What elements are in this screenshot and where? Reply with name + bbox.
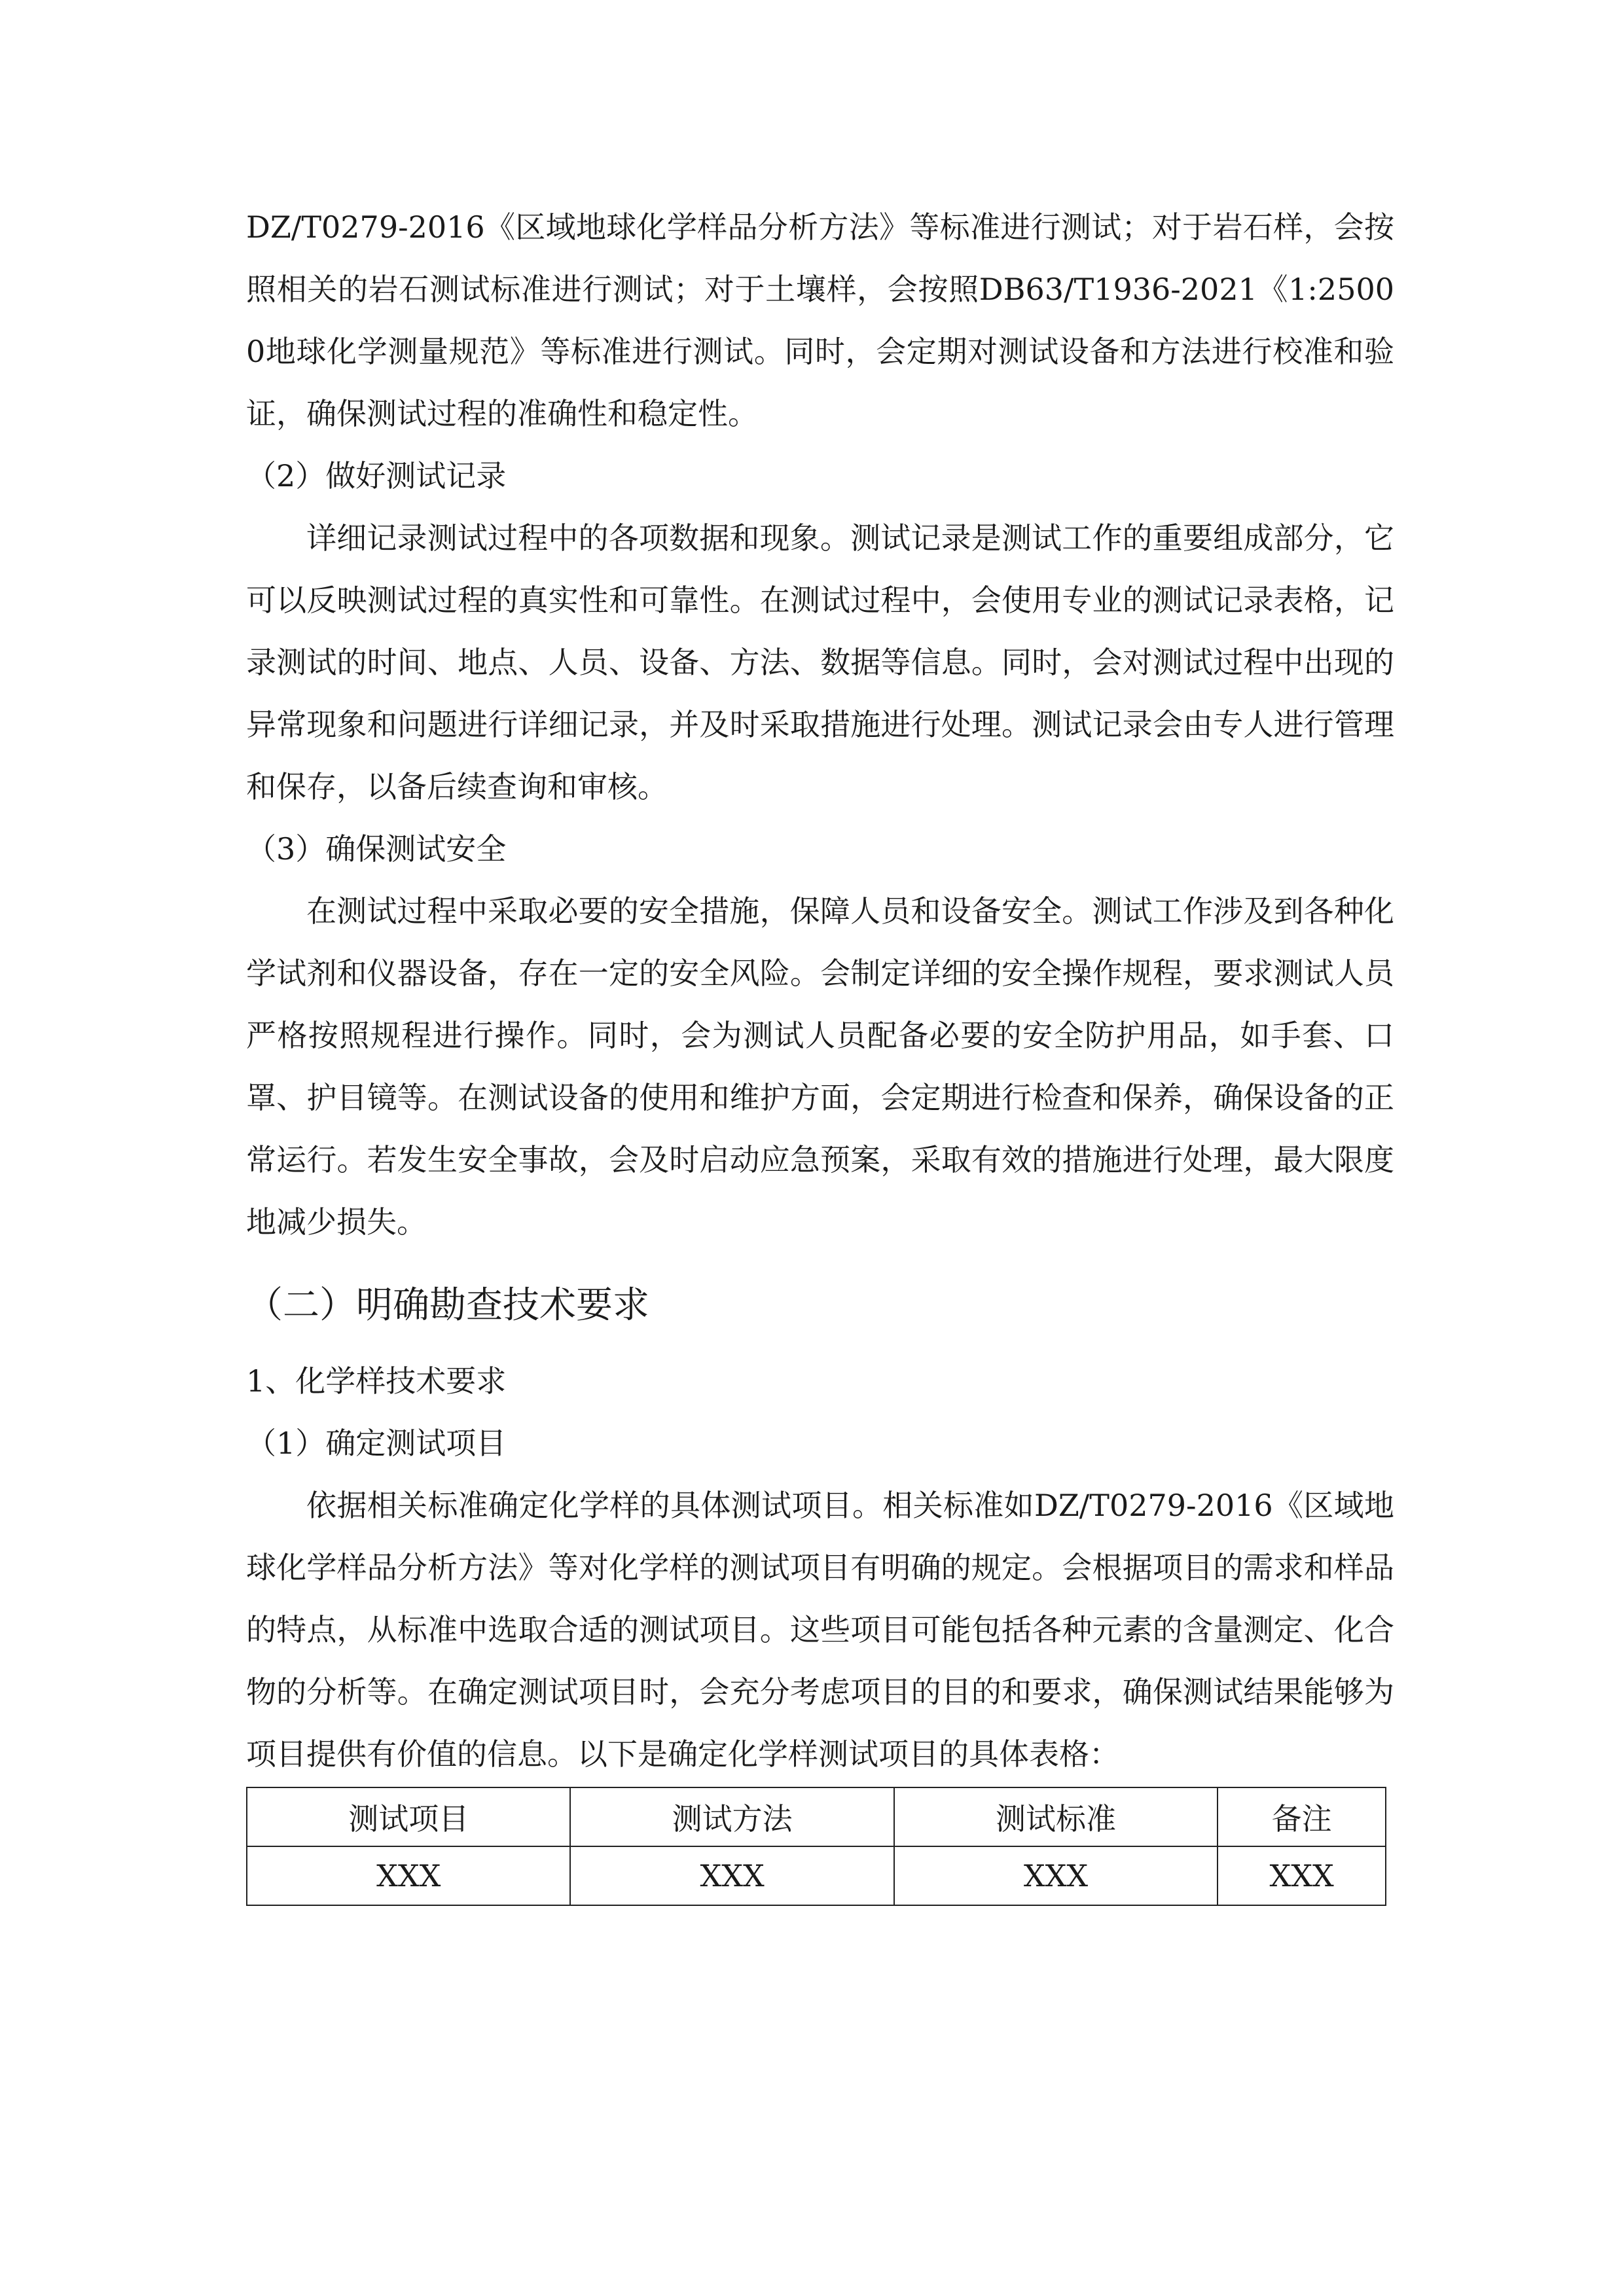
- items-paragraph: 依据相关标准确定化学样的具体测试项目。相关标准如DZ/T0279-2016《区域地球化学样品分析方法》等对化学样的测试项目有明确的规定。会根据项目的需求和样品的特点，从标准中选取合适的测试项目。这些项目可能包括各种元素的含量测定、化合物的分析等。在确定测试项目时，会充分考虑项目的目的和要求，确保测试结果能够为项目提供有价值的信息。以下是确定化学样测试项目的具体表格：: [246, 1488, 1394, 1772]
- safety-paragraph: 在测试过程中采取必要的安全措施，保障人员和设备安全。测试工作涉及到各种化学试剂和仪器设备，存在一定的安全风险。会制定详细的安全操作规程，要求测试人员严格按照规程进行操作。同时，会为测试人员配备必要的安全防护用品，如手套、口罩、护目镜等。在测试设备的使用和维护方面，会定期进行检查和保养，确保设备的正常运行。若发生安全事故，会及时启动应急预案，采取有效的措施进行处理，最大限度地减少损失。: [246, 893, 1394, 1240]
- intro-paragraph: DZ/T0279-2016《区域地球化学样品分析方法》等标准进行测试；对于岩石样，会按照相关的岩石测试标准进行测试；对于土壤样，会按照DB63/T1936-2021《1:25000地球化学测量规范》等标准进行测试。同时，会定期对测试设备和方法进行校准和验证，确保测试过程的准确性和稳定性。: [246, 209, 1394, 431]
- table-header-cell: 测试标准: [894, 1787, 1218, 1846]
- record-paragraph: 详细记录测试过程中的各项数据和现象。测试记录是测试工作的重要组成部分，它可以反映测试过程的真实性和可靠性。在测试过程中，会使用专业的测试记录表格，记录测试的时间、地点、人员、设备、方法、数据等信息。同时，会对测试过程中出现的异常现象和问题进行详细记录，并及时采取措施进行处理。测试记录会由专人进行管理和保存，以备后续查询和审核。: [246, 520, 1394, 804]
- table-header-row: [247, 1787, 1386, 1846]
- record-heading: （2）做好测试记录: [246, 458, 507, 493]
- table-header-cell: 备注: [1218, 1787, 1386, 1846]
- table-cell: XXX: [894, 1846, 1218, 1905]
- items-heading: （1）确定测试项目: [246, 1426, 507, 1461]
- table-header-cell: 测试项目: [247, 1787, 570, 1846]
- test-items-table: [246, 1787, 1386, 1906]
- table-header-cell: 测试方法: [570, 1787, 893, 1846]
- table-cell: XXX: [247, 1846, 570, 1905]
- safety-heading: （3）确保测试安全: [246, 831, 507, 867]
- table-cell: XXX: [1218, 1846, 1386, 1905]
- table-row: [247, 1846, 1386, 1905]
- table-cell: XXX: [570, 1846, 893, 1905]
- section-heading: （二）明确勘查技术要求: [246, 1284, 649, 1327]
- document-page: [246, 196, 1394, 1906]
- chem-heading: 1、化学样技术要求: [246, 1363, 507, 1399]
